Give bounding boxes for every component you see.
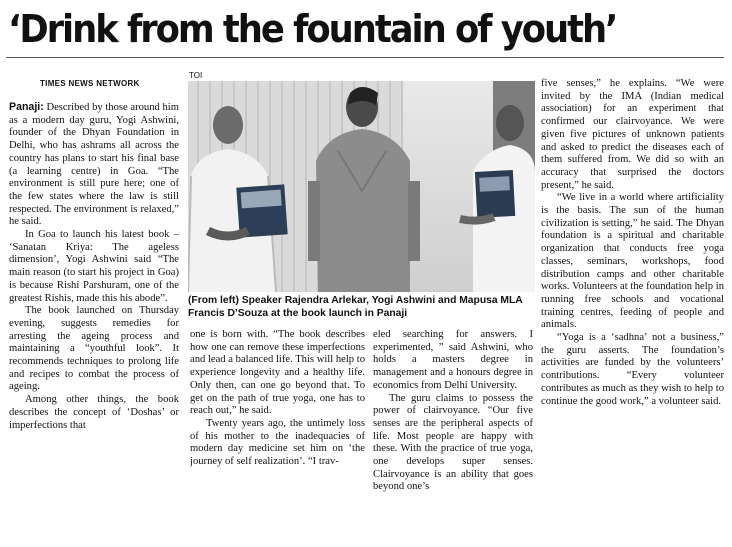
paragraph: “We live in a world where artificiality is the basis. The sun of the human civilization is setting,” he said. The Dhyan foundation is a spiritual and charitable organization that conducts free yoga classes, seminars, workshops, food distribution camps and other charitable works. Volunteers at the foundation help in running free schools and vocational training centres, feeding of people and animals.	[541, 192, 724, 331]
people-illustration	[188, 81, 535, 292]
article-column-1	[9, 101, 179, 545]
caption-line-1: (From left) Speaker Rajendra Arlekar, Yogi Ashwini and Mapusa MLA	[188, 295, 523, 306]
paragraph: one is born with. “The book describes how one can remove these imperfections and lead a balanced life. This will help to experience longevity and a healthy life. Only then, can one go beyond that. To get on the path of true yoga, one has to reach out,” he said.	[190, 329, 365, 417]
paragraph: eled searching for answers. I experimented, ” said Ashwini, who holds a masters degree in management and a honours degree in economics from Delhi University.	[373, 329, 533, 391]
paragraph: Among other things, the book describes the concept of ‘Doshas’ or imperfections that	[9, 394, 179, 431]
dateline: Panaji:	[9, 101, 44, 113]
paragraph: five senses,” he explains. “We were invited by the IMA (Indian medical association) for an experiment that confirmed our clairvoyance. We were given five pictures of unknown patients and asked to predict the diseases each of them suffered from. We did so with an accuracy that surprised the doctors present,” he said.	[541, 78, 724, 191]
byline: TIMES NEWS NETWORK	[40, 79, 140, 88]
caption-line-2: Francis D’Souza at the book launch in Panaji	[188, 307, 408, 319]
paragraph: The book launched on Thursday evening, suggests remedies for arresting the ageing process and maintaining a “youthful look”. It recommends techniques to prolong life and recipes to combat the process of ageing.	[9, 305, 179, 393]
person-right	[460, 105, 535, 292]
photo-credit: TOI	[189, 71, 203, 80]
article-column-4	[541, 78, 724, 545]
paragraph-text: Described by those around him as a modern day guru, Yogi Ashwini, founder of the Dhyan Foundation in Delhi, who has ashrams all across the country has plans to start his final base (a learning centre) in Goa. “The environment is still pure here; one of the few states where the law is still respected. The environment is relaxed,” he said.	[9, 102, 179, 228]
paragraph: “Yoga is a ‘sadhna’ not a business,” the guru asserts. The foundation’s activities are funded by the volunteers’ contributions. “Every volunteer contributes as much as they wish to help to continue the good work,” a volunteer said.	[541, 332, 724, 407]
headline-rule	[6, 57, 724, 58]
person-center	[308, 87, 420, 292]
person-left	[188, 106, 288, 292]
paragraph: The guru claims to possess the power of clairvoyance. “Our five senses are the peripheral aspects of life. Most people are happy with these. With the practice of true yoga, one develops super senses. Clairvoyance is an ability that goes beyond one’s	[373, 392, 533, 493]
book-launch-photo	[188, 81, 535, 292]
article-column-2	[190, 329, 365, 545]
paragraph	[9, 101, 179, 229]
paragraph: Twenty years ago, the untimely loss of his mother to the inadequacies of modern day medicine set him on ‘the journey of self realization’. “I trav-	[190, 417, 365, 468]
paragraph: In Goa to launch his latest book – ‘Sanatan Kriya: The ageless dimension’, Yogi Ashwini said “The main reason (to start his project in Goa) is because Rishi Parshuram, one of the greatest Rishis, made this his abode”.	[9, 229, 179, 304]
article-column-3	[373, 329, 533, 545]
photo-caption	[188, 295, 538, 320]
headline: ‘Drink from the fountain of youth’	[8, 7, 617, 51]
